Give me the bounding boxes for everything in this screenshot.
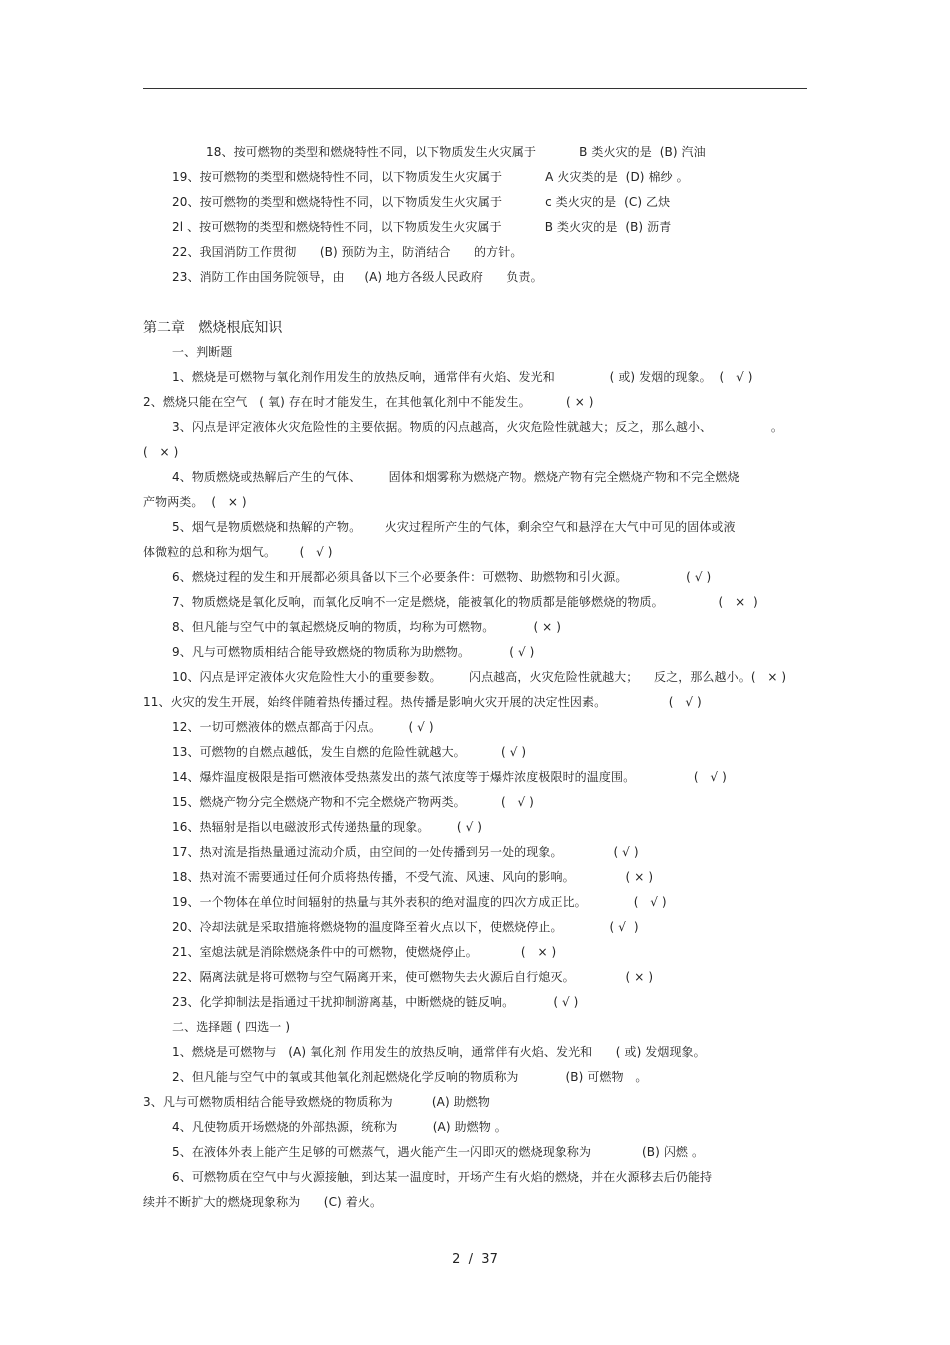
choice-line: 2、但凡能与空气中的氧或其他氧化剂起燃烧化学反响的物质称为 (B) 可燃物 。	[172, 1070, 648, 1084]
judgement-line: 2、燃烧只能在空气 ( 氧) 存在时才能发生，在其他氧化剂中不能发生。 ( × )	[143, 395, 594, 409]
question-19: 19、按可燃物的类型和燃烧特性不同，以下物质发生火灾属于 A 火灾类的是 (D) 棉纱 。	[172, 170, 689, 184]
question-21: 2l 、按可燃物的类型和燃烧特性不同，以下物质发生火灾属于 B 类火灾的是 (B) 沥青	[172, 220, 672, 234]
judgement-line: 21、室熄法就是消除燃烧条件中的可燃物，使燃烧停止。 ( × )	[172, 945, 557, 959]
judgement-line: 22、隔离法就是将可燃物与空气隔离开来，使可燃物失去火源后自行熄灭。 ( × )	[172, 970, 654, 984]
judgement-line: 4、物质燃烧或热解后产生的气体、 固体和烟雾称为燃烧产物。燃烧产物有完全燃烧产物和不完全燃烧	[172, 470, 740, 484]
judgement-line: 13、可燃物的自燃点越低，发生自燃的危险性就越大。 ( √ )	[172, 745, 527, 759]
choice-line: 续并不断扩大的燃烧现象称为 (C) 着火。	[143, 1195, 383, 1209]
judgement-line: 6、燃烧过程的发生和开展都必须具备以下三个必要条件：可燃物、助燃物和引火源。 ( √ )	[172, 570, 712, 584]
judgement-line: 产物两类。 ( × )	[143, 495, 247, 509]
judgement-line: 10、闪点是评定液体火灾危险性大小的重要参数。 闪点越高，火灾危险性就越大； 反之，那么越小。( × )	[172, 670, 787, 684]
judgement-line: 19、一个物体在单位时间辐射的热量与其外表积的绝对温度的四次方成正比。 ( √ )	[172, 895, 667, 909]
choice-line: 1、燃烧是可燃物与 (A) 氧化剂 作用发生的放热反响，通常伴有火焰、发光和 ( 或) 发烟现象。	[172, 1045, 706, 1059]
page-number: 2 / 37	[452, 1252, 498, 1267]
section-title-judgement: 一、判断题	[172, 345, 233, 359]
judgement-line: 18、热对流不需要通过任何介质将热传播，不受气流、风速、风向的影响。 ( × )	[172, 870, 654, 884]
question-18: 18、按可燃物的类型和燃烧特性不同，以下物质发生火灾属于 B 类火灾的是 (B) 汽油	[206, 145, 706, 159]
question-20: 20、按可燃物的类型和燃烧特性不同，以下物质发生火灾属于 c 类火灾的是 (C) 乙炔	[172, 195, 671, 209]
judgement-line: 体微粒的总和称为烟气。 ( √ )	[143, 545, 333, 559]
judgement-line: ( × )	[143, 445, 179, 459]
choice-line: 4、凡使物质开场燃烧的外部热源，统称为 (A) 助燃物 。	[172, 1120, 507, 1134]
judgement-line: 9、凡与可燃物质相结合能导致燃烧的物质称为助燃物。 ( √ )	[172, 645, 535, 659]
chapter-title: 第二章 燃烧根底知识	[143, 320, 283, 336]
judgement-line: 3、闪点是评定液体火灾危险性的主要依据。物质的闪点越高，火灾危险性就越大；反之，那么越小、 。	[172, 420, 783, 434]
judgement-line: 15、燃烧产物分完全燃烧产物和不完全燃烧产物两类。 ( √ )	[172, 795, 534, 809]
judgement-line: 8、但凡能与空气中的氧起燃烧反响的物质，均称为可燃物。 ( × )	[172, 620, 562, 634]
question-22: 22、我国消防工作贯彻 (B) 预防为主，防消结合 的方针。	[172, 245, 523, 259]
judgement-line: 20、冷却法就是采取措施将燃烧物的温度降至着火点以下，使燃烧停止。 ( √ )	[172, 920, 639, 934]
judgement-line: 5、烟气是物质燃烧和热解的产物。 火灾过程所产生的气体，剩余空气和悬浮在大气中可见的固体或液	[172, 520, 736, 534]
question-23: 23、消防工作由国务院领导，由 (A) 地方各级人民政府 负责。	[172, 270, 543, 284]
judgement-line: 23、化学抑制法是指通过干扰抑制游离基，中断燃烧的链反响。 ( √ )	[172, 995, 579, 1009]
section-title-choice: 二、选择题 ( 四选一 )	[172, 1020, 291, 1034]
judgement-line: 17、热对流是指热量通过流动介质，由空间的一处传播到另一处的现象。 ( √ )	[172, 845, 639, 859]
judgement-line: 1、燃烧是可燃物与氧化剂作用发生的放热反响，通常伴有火焰、发光和 ( 或) 发烟的现象。 ( √ )	[172, 370, 753, 384]
judgement-line: 16、热辐射是指以电磁波形式传递热量的现象。 ( √ )	[172, 820, 483, 834]
choice-line: 6、可燃物质在空气中与火源接触，到达某一温度时，开场产生有火焰的燃烧，并在火源移去后仍能持	[172, 1170, 713, 1184]
judgement-line: 11、火灾的发生开展，始终伴随着热传播过程。热传播是影响火灾开展的决定性因素。 ( √ )	[143, 695, 702, 709]
judgement-line: 14、爆炸温度极限是指可燃液体受热蒸发出的蒸气浓度等于爆炸浓度极限时的温度围。 ( √ )	[172, 770, 727, 784]
choice-line: 5、在液体外表上能产生足够的可燃蒸气，遇火能产生一闪即灭的燃烧现象称为 (B) 闪燃 。	[172, 1145, 705, 1159]
choice-line: 3、凡与可燃物质相结合能导致燃烧的物质称为 (A) 助燃物	[143, 1095, 490, 1109]
judgement-line: 12、一切可燃液体的燃点都高于闪点。 ( √ )	[172, 720, 434, 734]
header-rule	[143, 88, 807, 89]
judgement-line: 7、物质燃烧是氧化反响，而氧化反响不一定是燃烧，能被氧化的物质都是能够燃烧的物质。 ( × )	[172, 595, 758, 609]
